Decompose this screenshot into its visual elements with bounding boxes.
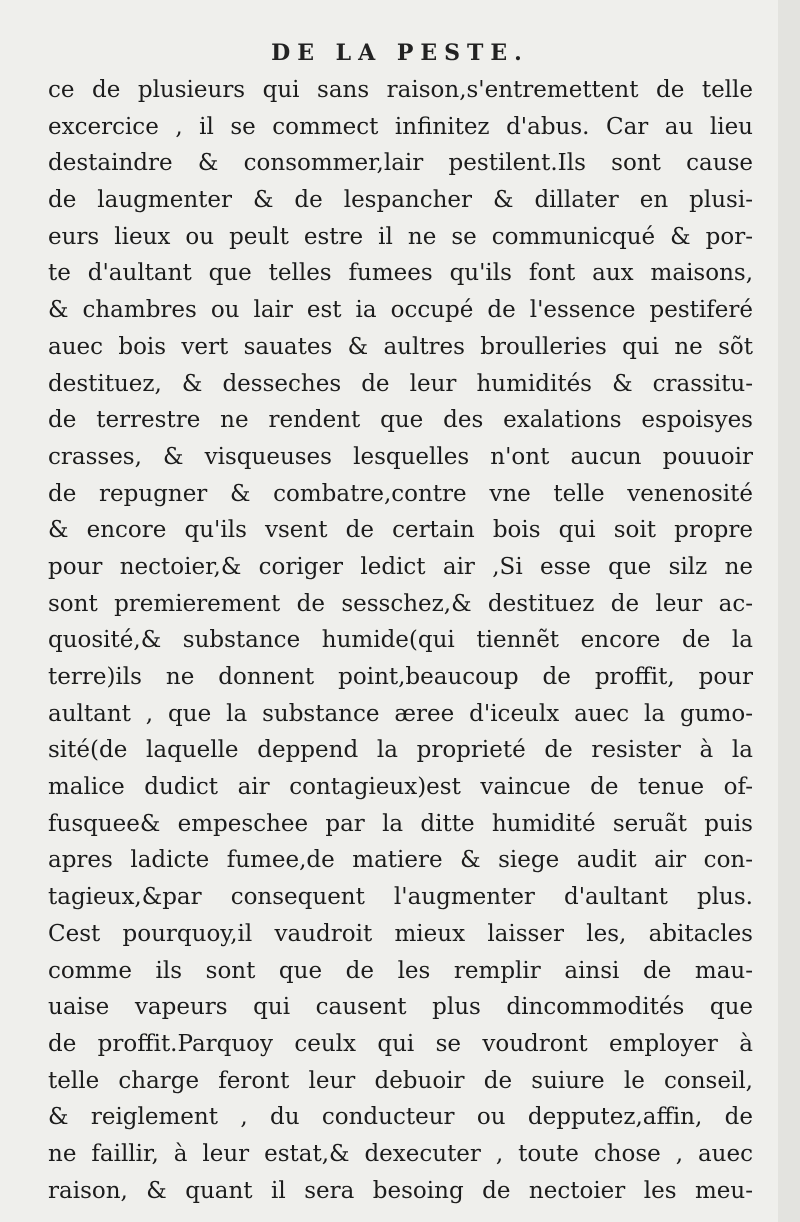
text-line: te d'aultant que telles fumees qu'ils font aux maisons, — [48, 260, 753, 287]
text-line: crasses, & visqueuses lesquelles n'ont aucun pouuoir — [48, 443, 753, 470]
text-block — [48, 72, 753, 1209]
text-line: pour nectoier,& coriger ledict air ,Si esse que silz ne — [48, 553, 753, 580]
text-line: de laugmenter & de lespancher & dillater en plusi- — [48, 187, 753, 214]
text-line: telle charge feront leur debuoir de suiure le conseil, — [48, 1067, 753, 1094]
text-line: ce de plusieurs qui sans raison,s'entremettent de telle — [48, 77, 753, 103]
text-line: destituez, & desseches de leur humidités & crassitu- — [48, 370, 753, 397]
text-line: malice dudict air contagieux)est vaincue de tenue of- — [48, 774, 753, 801]
text-line: raison, & quant il sera besoing de nectoier les meu- — [48, 1177, 753, 1204]
text-line: & encore qu'ils vsent de certain bois qui soit propre — [48, 517, 753, 544]
text-line: & chambres ou lair est ia occupé de l'essence pestiferé — [48, 297, 753, 324]
running-head: DE LA PESTE. — [271, 40, 529, 66]
page-edge — [778, 0, 800, 1222]
text-line: excercice , il se commect infinitez d'abus. Car au lieu — [48, 113, 753, 140]
text-line: & reiglement , du conducteur ou depputez,affin, de — [48, 1104, 753, 1131]
text-line: terre)ils ne donnent point,beaucoup de proffit, pour — [48, 664, 753, 690]
text-line: eurs lieux ou peult estre il ne se communicqué & por- — [48, 223, 753, 250]
text-line: tagieux,&par consequent l'augmenter d'aultant plus. — [48, 884, 753, 911]
text-line: de terrestre ne rendent que des exalations espoisyes — [48, 407, 753, 434]
text-line: uaise vapeurs qui causent plus dincommodités que — [48, 994, 753, 1021]
text-line: aultant , que la substance æree d'iceulx auec la gumo- — [48, 700, 753, 727]
text-line: destaindre & consommer,lair pestilent.Ils sont cause — [48, 150, 753, 177]
text-line: auec bois vert sauates & aultres broulleries qui ne sõt — [48, 333, 753, 360]
text-line: comme ils sont que de les remplir ainsi de mau- — [48, 957, 753, 984]
text-line: de proffit.Parquoy ceulx qui se voudront employer à — [48, 1030, 753, 1057]
text-line: fusquee& empeschee par la ditte humidité seruãt puis — [48, 810, 753, 837]
text-line: de repugner & combatre,contre vne telle venenosité — [48, 480, 753, 507]
text-line: apres ladicte fumee,de matiere & siege audit air con- — [48, 847, 753, 874]
text-line: sont premierement de sesschez,& destituez de leur ac- — [48, 590, 753, 617]
text-line: ne faillir, à leur estat,& dexecuter , toute chose , auec — [48, 1140, 753, 1167]
text-line: quosité,& substance humide(qui tiennẽt encore de la — [48, 627, 753, 654]
text-line: Cest pourquoy,il vaudroit mieux laisser les, abitacles — [48, 920, 753, 947]
text-line: sité(de laquelle deppend la proprieté de resister à la — [48, 737, 753, 764]
